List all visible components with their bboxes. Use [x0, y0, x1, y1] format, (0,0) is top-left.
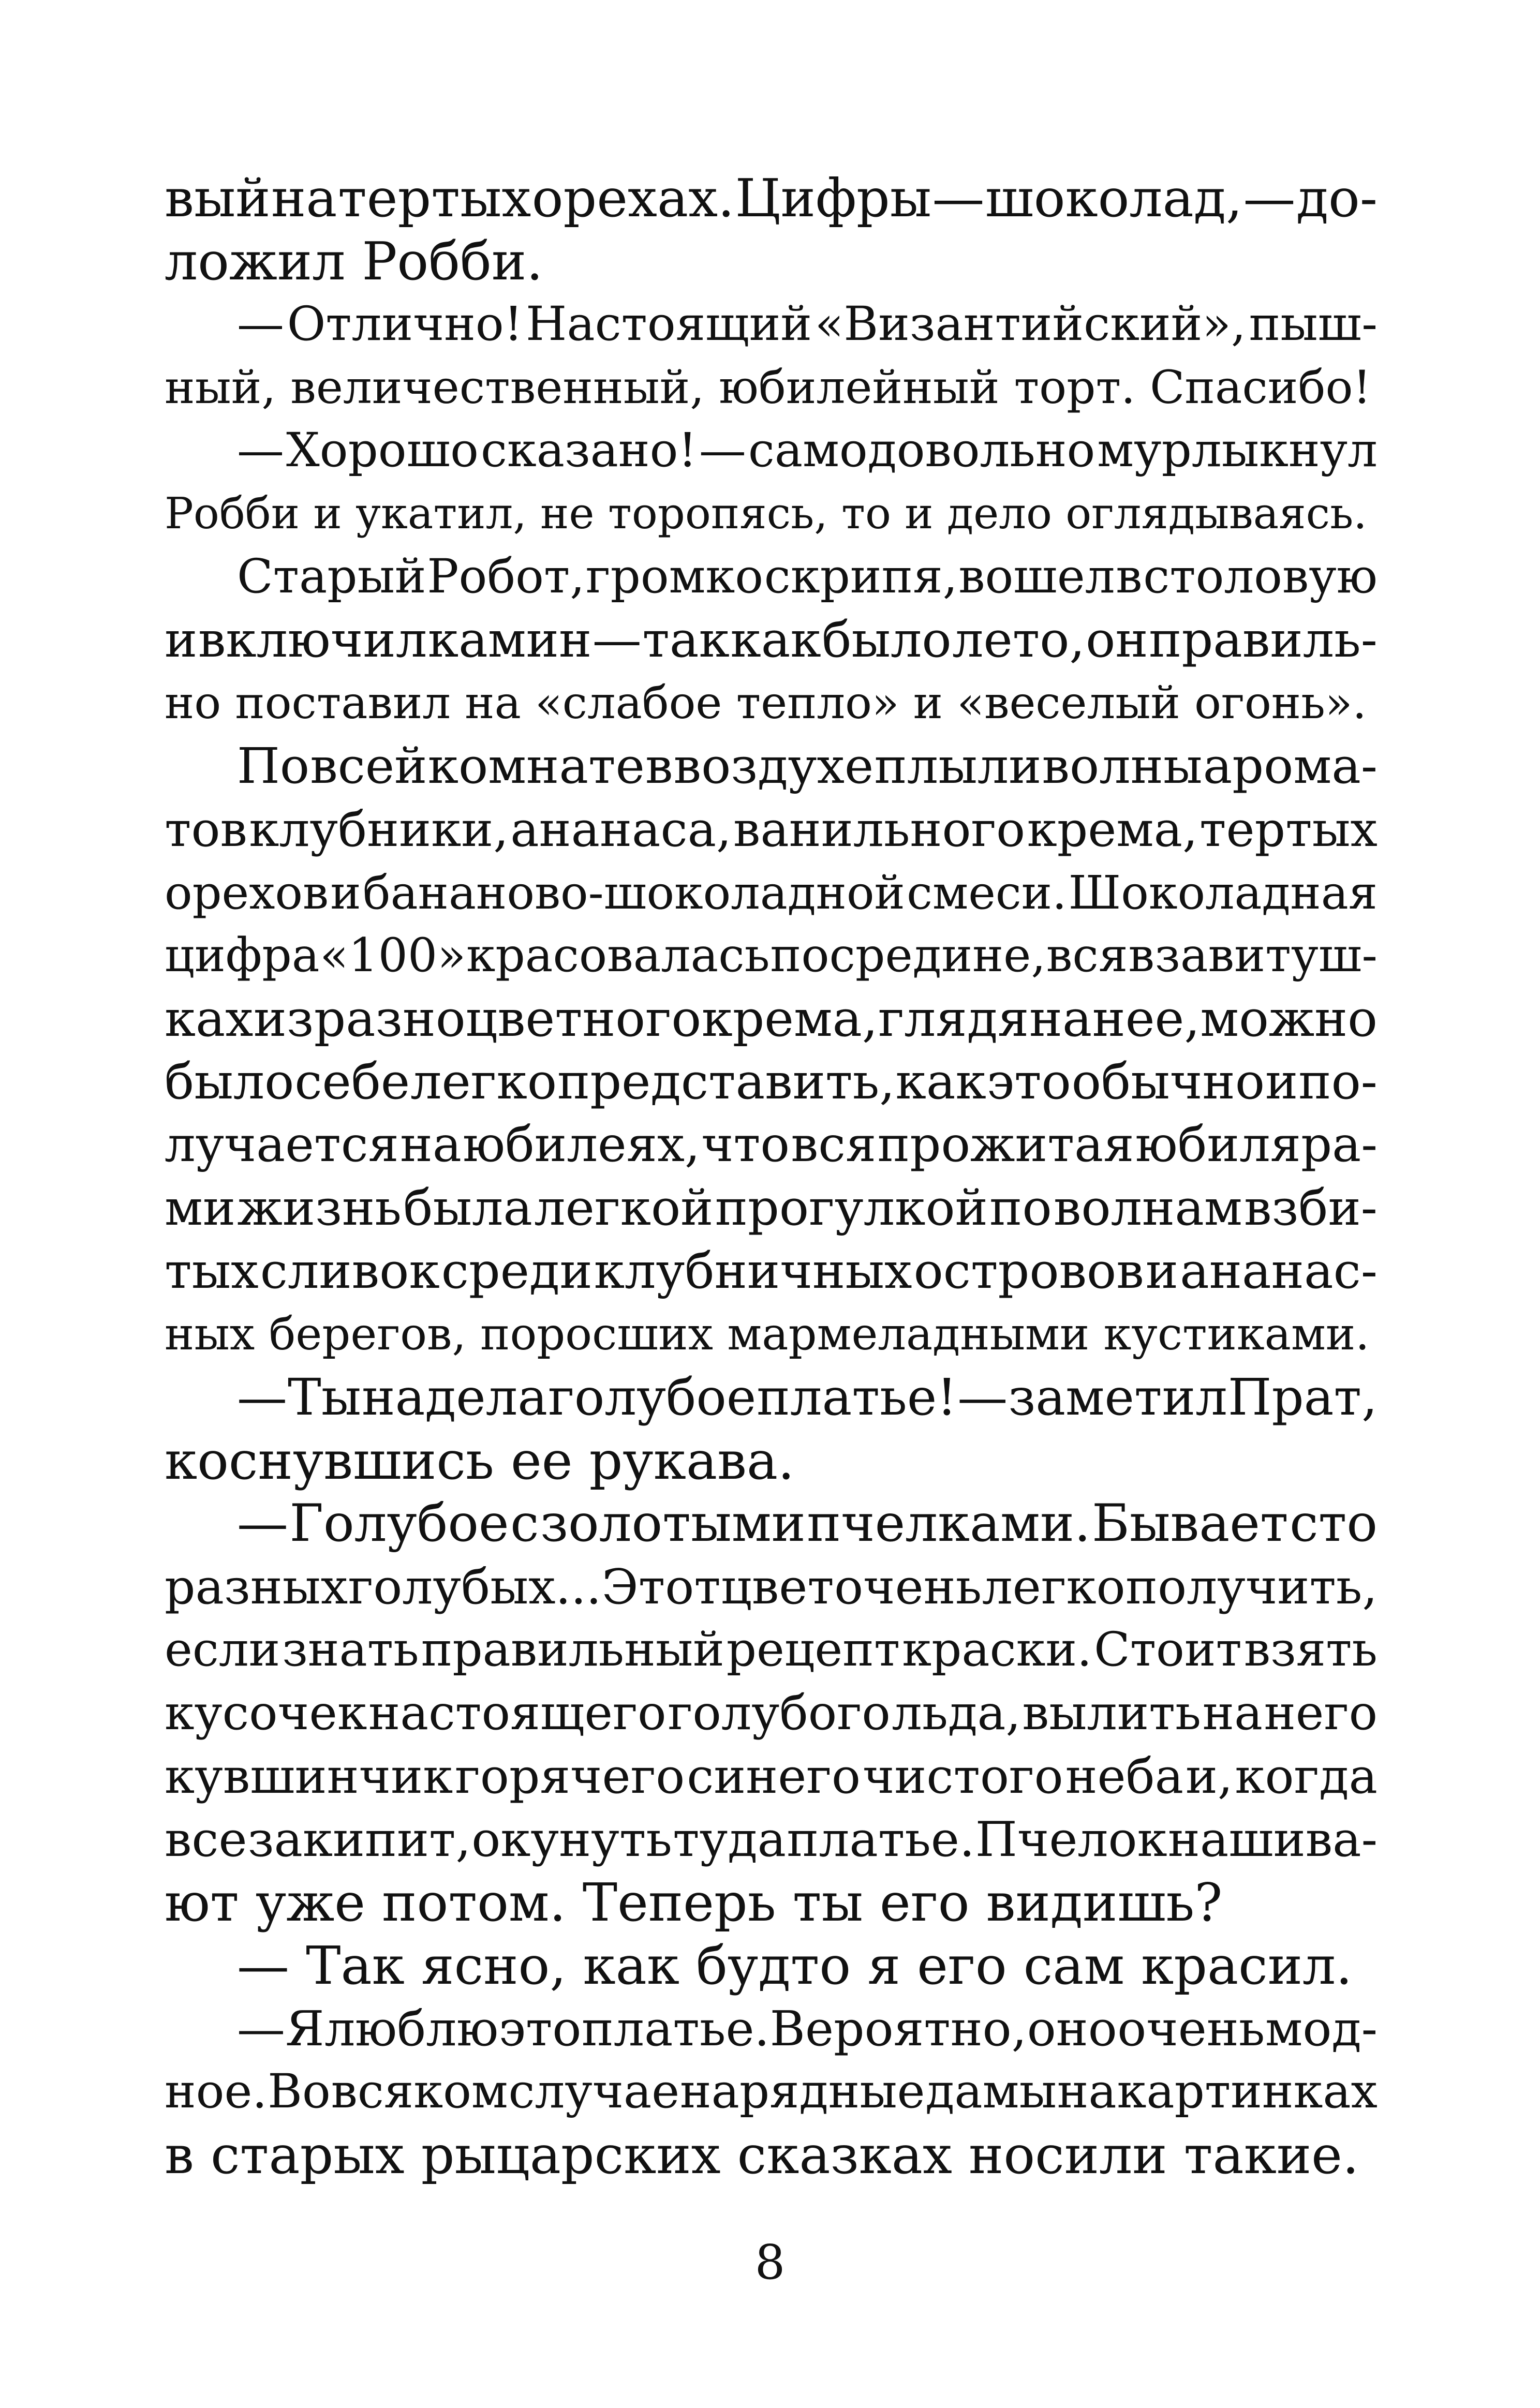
- text-line: лучается на юбилеях, что вся прожитая юбиляра-: [165, 1117, 1378, 1173]
- text-line: было себе легко представить, как это обычно и по-: [165, 1053, 1378, 1110]
- text-line: разных голубых... Этот цвет очень легко получить,: [165, 1559, 1378, 1615]
- text-line: Старый Робот, громко скрипя, вошел в столовую: [237, 549, 1378, 604]
- text-line: ках из разноцветного крема, глядя на нее, можно: [165, 990, 1378, 1048]
- text-line: ный, величественный, юбилейный торт. Спасибо!: [165, 361, 1371, 414]
- page-number: 8: [754, 2235, 786, 2290]
- text-line: орехов и бананово-шоколадной смеси. Шоколадная: [165, 866, 1378, 919]
- text-line: — Голубое с золотыми пчелками. Бывает сто: [237, 1494, 1378, 1553]
- text-line: — Отлично! Настоящий «Византийский», пыш-: [237, 297, 1378, 351]
- text-line: но поставил на «слабое тепло» и «веселый огонь».: [165, 677, 1367, 729]
- text-line: коснувшись ее рукава.: [165, 1430, 795, 1491]
- text-line: ют уже потом. Теперь ты его видишь?: [165, 1872, 1223, 1933]
- text-line: тых сливок среди клубничных островов и ананас-: [165, 1243, 1378, 1300]
- text-line: тов клубники, ананаса, ванильного крема, тертых: [165, 801, 1378, 857]
- text-line: — Ты надела голубое платье! — заметил Прат,: [237, 1368, 1378, 1426]
- text-line: — Хорошо сказано! — самодовольно мурлыкнул: [237, 423, 1378, 478]
- text-line: цифра «100» красовалась посредине, вся в завитуш-: [165, 928, 1378, 983]
- text-line: — Я люблю это платье. Вероятно, оно очень мод-: [237, 2001, 1378, 2057]
- text-line: кусочек настоящего голубого льда, вылить на него: [165, 1685, 1378, 1741]
- text-line: ложил Робби.: [165, 231, 543, 292]
- text-line: ных берегов, поросших мармеладными кустиками.: [165, 1309, 1370, 1360]
- text-line: все закипит, окунуть туда платье. Пчелок нашива-: [165, 1811, 1378, 1867]
- text-line: в старых рыцарских сказках носили такие.: [165, 2124, 1359, 2186]
- text-line: и включил камин — так как было лето, он правиль-: [165, 612, 1378, 668]
- body-text: [165, 167, 1378, 2187]
- text-line: если знать правильный рецепт краски. Стоит взять: [165, 1623, 1378, 1677]
- text-line: — Так ясно, как будто я его сам красил.: [237, 1935, 1353, 1996]
- text-line: Робби и укатил, не торопясь, то и дело оглядываясь.: [165, 488, 1367, 539]
- text-line: По всей комнате в воздухе плыли волны арома-: [237, 738, 1378, 795]
- text-line: вый на тертых орехах. Цифры — шоколад, — до-: [165, 168, 1378, 229]
- text-line: ное. Во всяком случае нарядные дамы на картинках: [165, 2064, 1378, 2119]
- text-line: ми жизнь была легкой прогулкой по волнам взби-: [165, 1180, 1378, 1237]
- text-line: кувшинчик горячего синего чистого неба и, когда: [165, 1748, 1378, 1804]
